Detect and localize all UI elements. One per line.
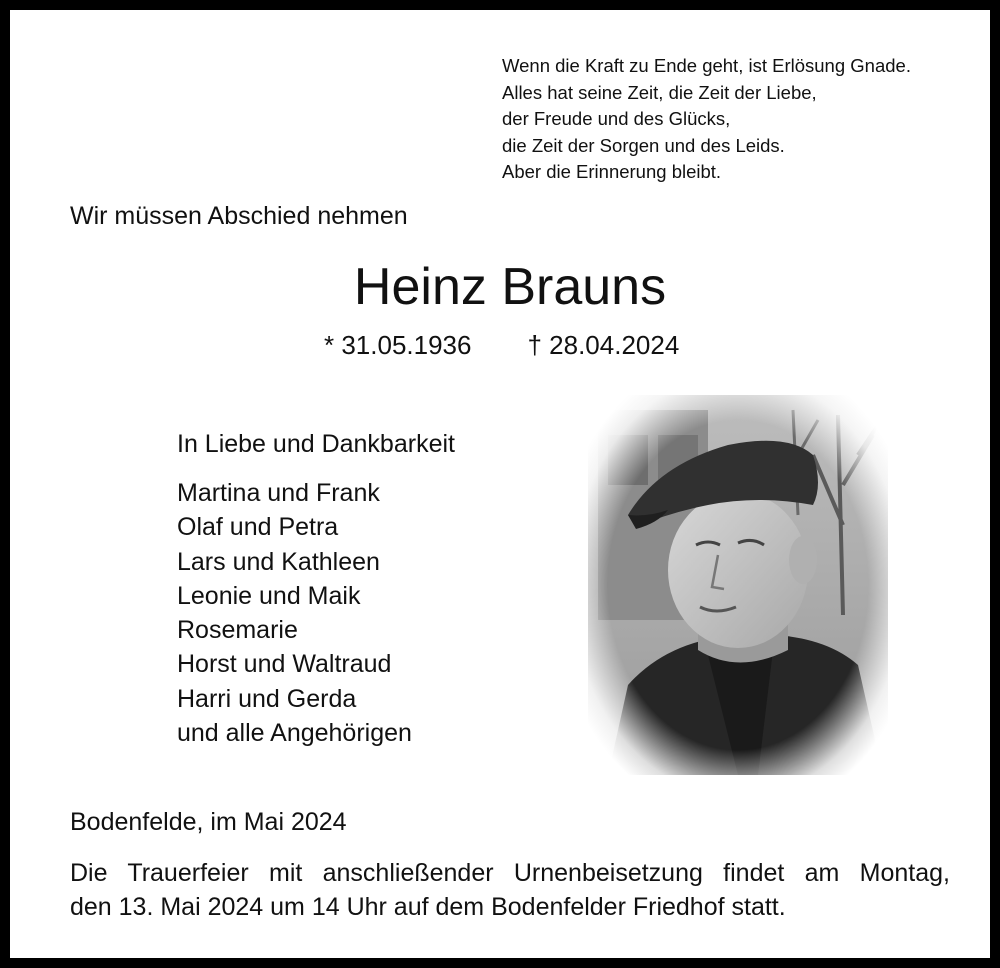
- mourner-entry: Leonie und Maik: [177, 581, 361, 610]
- ceremony-line: den 13. Mai 2024 um 14 Uhr auf dem Bodenfelder Friedhof statt.: [70, 893, 786, 921]
- poem-line: die Zeit der Sorgen und des Leids.: [502, 134, 785, 156]
- poem-line: Alles hat seine Zeit, die Zeit der Liebe,: [502, 81, 817, 103]
- deceased-name: Heinz Brauns: [353, 258, 667, 316]
- poem-line: Wenn die Kraft zu Ende geht, ist Erlösung Gnade.: [502, 55, 911, 76]
- poem-line: Aber die Erinnerung bleibt.: [502, 161, 722, 182]
- ceremony-notice: [70, 856, 950, 924]
- life-dates: [324, 328, 679, 362]
- mourners-list: [177, 476, 412, 750]
- mourner-entry: Rosemarie: [177, 616, 298, 645]
- intro-text: Wir müssen Abschied nehmen: [70, 202, 408, 230]
- poem: [502, 53, 911, 186]
- death-date: † 28.04.2024: [527, 330, 680, 360]
- mourner-entry: Harri und Gerda: [177, 684, 357, 713]
- mourner-entry: Olaf und Petra: [177, 513, 339, 542]
- portrait-photo: [588, 395, 888, 775]
- dedication-text: In Liebe und Dankbarkeit: [177, 430, 455, 458]
- mourner-entry: Martina und Frank: [177, 479, 380, 507]
- mourner-entry: und alle Angehörigen: [177, 719, 412, 748]
- mourner-entry: Lars und Kathleen: [177, 547, 380, 576]
- mourner-entry: Horst und Waltraud: [177, 650, 392, 679]
- birth-date: * 31.05.1936: [324, 330, 472, 360]
- ceremony-line: Die Trauerfeier mit anschließender Urnenbeisetzung findet am Montag,: [70, 859, 950, 887]
- poem-line: der Freude und des Glücks,: [502, 108, 731, 129]
- place-date: Bodenfelde, im Mai 2024: [70, 808, 347, 836]
